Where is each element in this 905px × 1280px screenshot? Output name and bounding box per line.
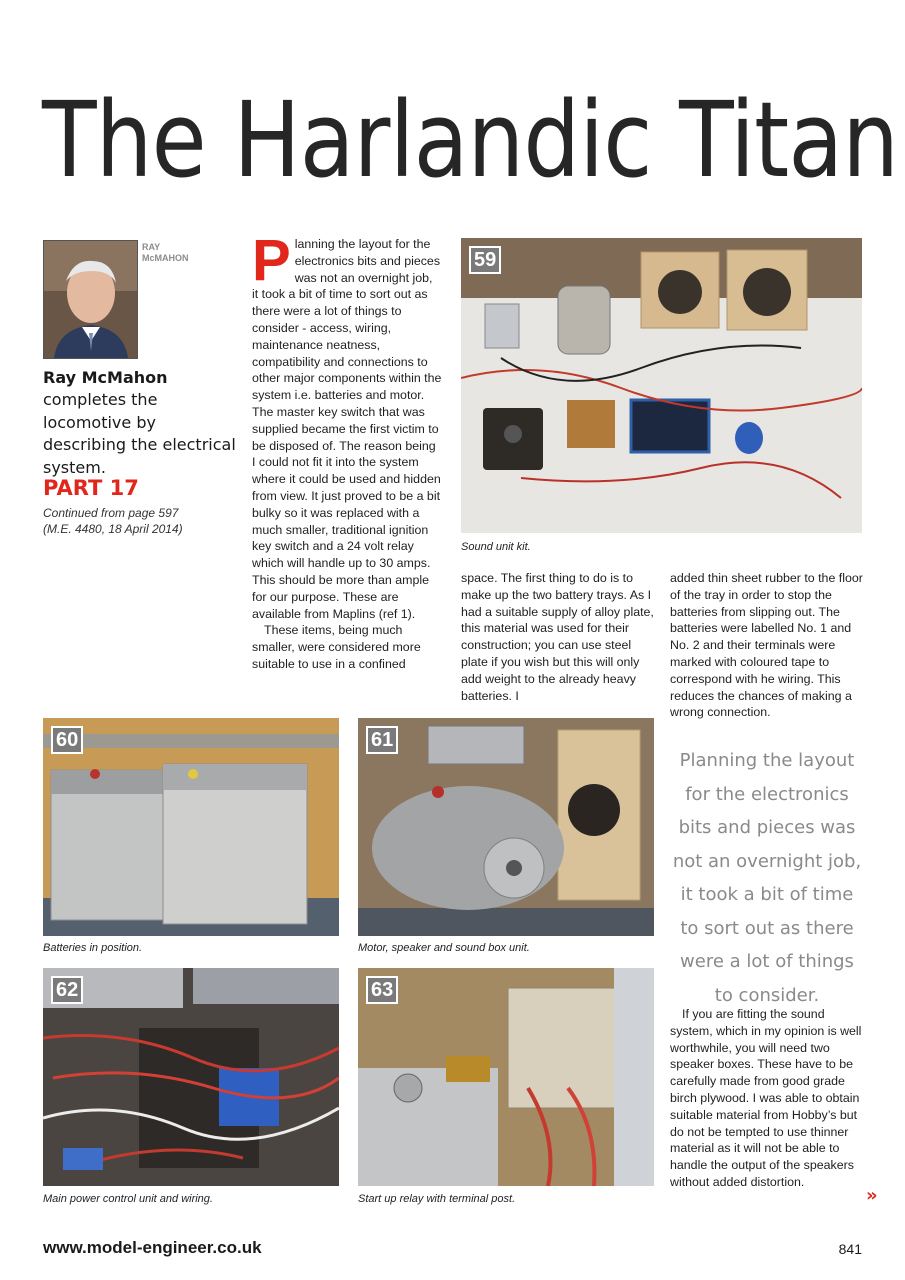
paragraph-2: These items, being much smaller, were considered more suitable to use in a confined — [252, 623, 421, 671]
figure-60-caption: Batteries in position. — [43, 942, 143, 954]
continued-text: Continued from page 597 — [43, 506, 179, 520]
figure-59-photo — [461, 238, 862, 533]
figure-61-caption: Motor, speaker and sound box unit. — [358, 942, 530, 954]
article-column-3: added thin sheet rubber to the floor of the tray in order to stop the batteries from slipping out. The batteries were labelled No. 1 and No. 2 and their terminals were marked with coloured tape to correspond with he wiring. This reduces the chances of making a wrong connection. — [670, 571, 863, 720]
author-portrait — [43, 240, 138, 359]
figure-number: 62 — [51, 976, 83, 1004]
figure-61-photo — [358, 718, 654, 936]
continued-from — [43, 505, 243, 537]
article-column-2: space. The first thing to do is to make up the two battery trays. As I had a suitable supply of alloy plate, this material was used for their construction; you can use steel plate if you wish but this will only add weight to the already heavy batteries. I — [461, 571, 654, 703]
part-label: PART 17 — [43, 476, 139, 500]
portrait-image — [44, 241, 137, 358]
drop-cap: P — [252, 228, 291, 293]
author-name: Ray McMahon — [43, 368, 168, 387]
continue-marker: » — [866, 1185, 878, 1206]
figure-number: 60 — [51, 726, 83, 754]
relay-image — [358, 968, 654, 1186]
power-control-image — [43, 968, 339, 1186]
figure-62-caption: Main power control unit and wiring. — [43, 1193, 213, 1205]
motor-image — [358, 718, 654, 936]
page-number: 841 — [838, 1241, 862, 1257]
footer-url: www.model-engineer.co.uk — [43, 1238, 262, 1257]
sound-unit-image — [461, 238, 862, 533]
batteries-image — [43, 718, 339, 936]
article-column-1 — [252, 228, 442, 673]
issue-ref: (M.E. 4480, 18 April 2014) — [43, 522, 183, 536]
figure-number: 59 — [469, 246, 501, 274]
paragraph-1: lanning the layout for the electronics bits and pieces was not an overnight job, it took a bit of time to sort out as there were a lot of things to consider - access, wiring, maintenance neatness, compatibility and connections to other major components within the system i.e. batteries and motor. The master key switch that was supplied became the first victim to be disposed of. The reason being I could not fit it into the system where it could be used and hidden from view. It just proved to be a bit bulky so it was replaced with a much smaller, traditional ignition key switch and a 24 volt relay which will handle up to 30 amps. This should be more than ample for our purpose. These are available from Maplins (ref 1). — [252, 237, 442, 621]
page-title: The Harlandic Titan — [42, 79, 899, 201]
author-intro: completes the locomotive by describing the electrical system. — [43, 390, 236, 477]
author-intro-block — [43, 367, 243, 479]
figure-number: 61 — [366, 726, 398, 754]
figure-62-photo — [43, 968, 339, 1186]
author-byline: RAY McMAHON — [142, 242, 189, 263]
figure-63-caption: Start up relay with terminal post. — [358, 1193, 516, 1205]
figure-59-caption: Sound unit kit. — [461, 541, 531, 553]
figure-number: 63 — [366, 976, 398, 1004]
pull-quote: Planning the layout for the electronics bits and pieces was not an overnight job, it took a bit of time to sort out as there were a lot of things to consider. — [672, 750, 862, 1006]
figure-63-photo — [358, 968, 654, 1186]
figure-60-photo — [43, 718, 339, 936]
article-column-3-continued: If you are fitting the sound system, which in my opinion is well worthwhile, you will need two speaker boxes. These have to be carefully made from good grade birch plywood. I was able to obtain suitable material from Hobby’s but do not be tempted to use thinner material as it will not be able to handle the output of the speakers without added distortion. — [670, 1007, 862, 1189]
